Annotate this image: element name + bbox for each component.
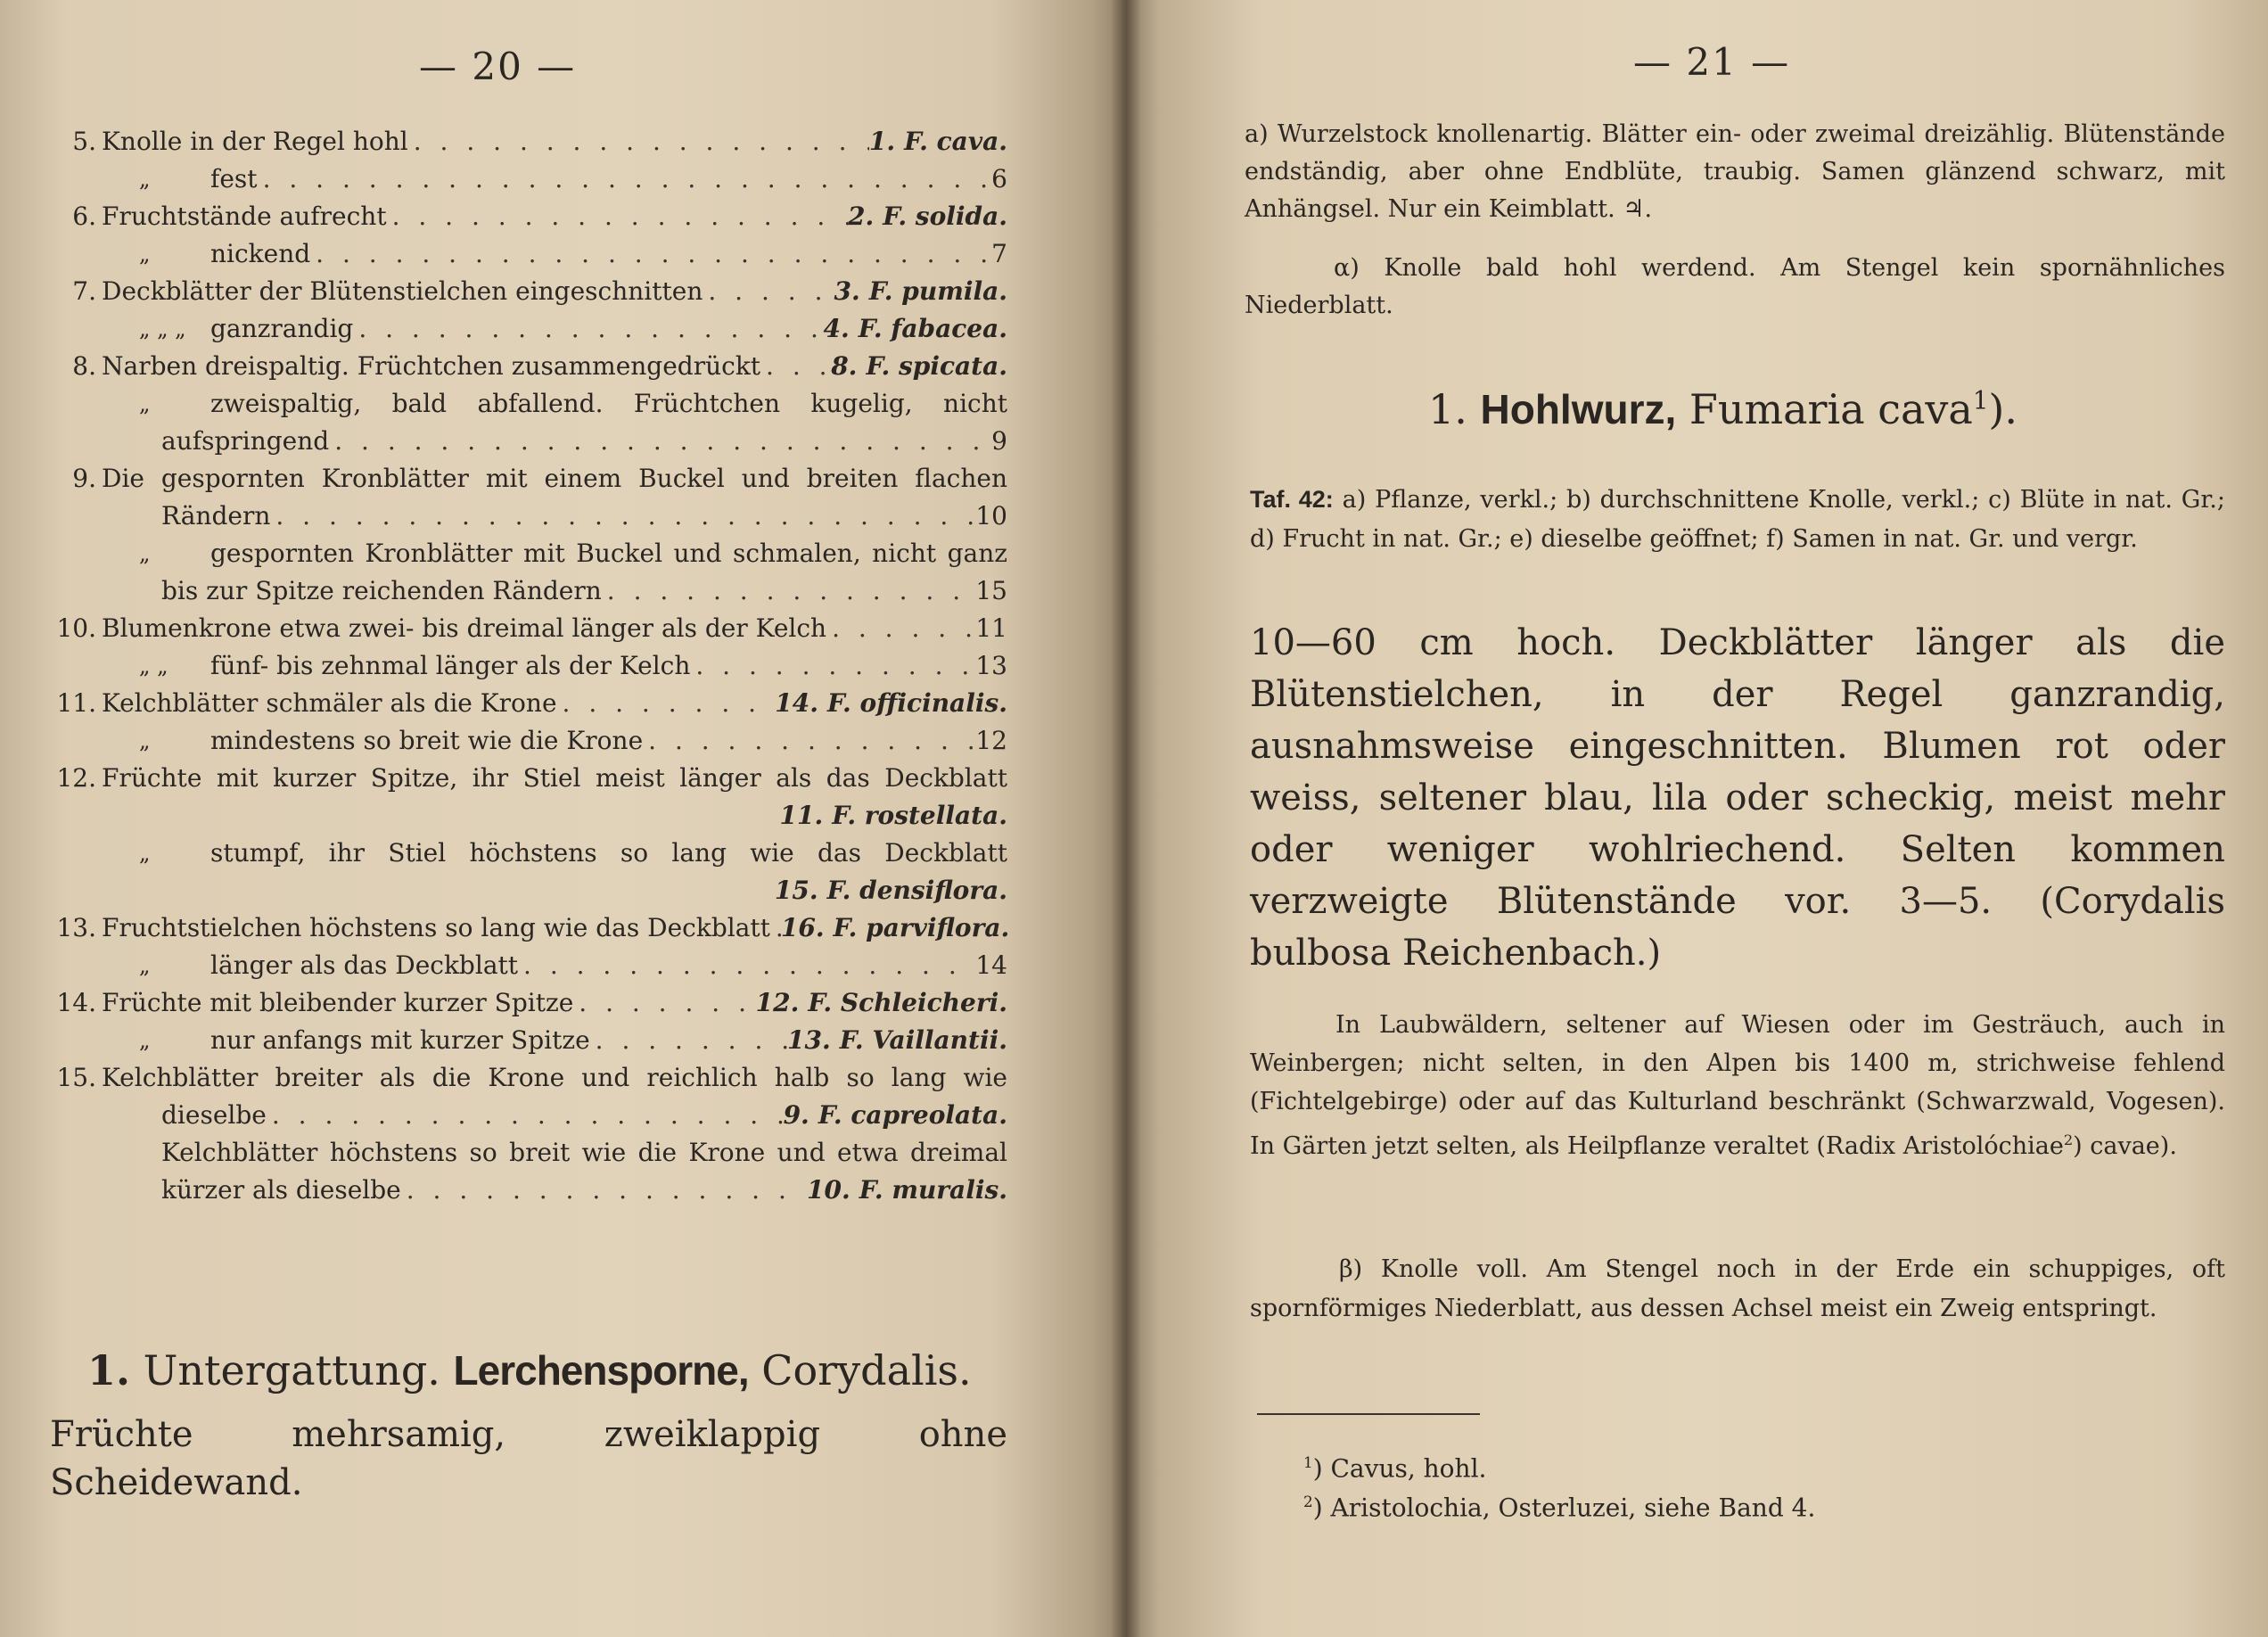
key-text: Narben dreispaltig. Früchtchen zusammengedrückt	[102, 351, 761, 381]
species-title-end: ).	[1988, 385, 2017, 433]
key-line	[139, 647, 1007, 685]
key-number: 8.	[72, 351, 96, 381]
key-line	[102, 123, 1007, 160]
key-text: bis zur Spitze reichenden Rändern	[161, 576, 602, 605]
key-text: Fruchtstielchen höchstens so lang wie das Deckblatt	[102, 913, 770, 942]
key-target-number: 12.	[755, 988, 800, 1017]
beta-text: β) Knolle voll. Am Stengel noch in der Erde ein schuppiges, oft spornförmiges Niederblatt, aus dessen Achsel meist ein Zweig entspringt.	[1250, 1255, 2225, 1322]
key-row	[50, 909, 1010, 947]
footnote-1-text: ) Cavus, hohl.	[1312, 1453, 1487, 1484]
ditto-mark: „	[139, 391, 151, 416]
key-line	[161, 498, 1007, 535]
key-text: fünf- bis zehnmal länger als der Kelch	[210, 651, 691, 680]
key-target: F. pumila.	[868, 276, 1007, 306]
key-target-number: 11.	[779, 801, 824, 830]
key-text: Deckblätter der Blütenstielchen eingeschnitten	[102, 276, 703, 306]
key-target: F. rostellata.	[832, 801, 1007, 830]
alpha-text: α) Knolle bald hohl werdend. Am Stengel kein spornähnliches Niederblatt.	[1245, 254, 2225, 319]
key-row	[50, 160, 1007, 198]
key-target: F. officinalis.	[826, 688, 1007, 718]
key-line	[139, 235, 1007, 273]
right-page	[1125, 0, 2268, 1637]
key-line	[102, 797, 1007, 835]
dot-leader	[387, 198, 848, 235]
key-row	[50, 647, 1007, 685]
key-text: mindestens so breit wie die Krone	[210, 726, 644, 755]
key-row	[50, 123, 1007, 160]
key-line	[139, 160, 1007, 198]
dot-leader	[703, 273, 834, 310]
dot-leader	[602, 572, 976, 610]
key-line	[139, 385, 1007, 423]
key-text: Früchte mit kurzer Spitze, ihr Stiel meist länger als das Deckblatt	[102, 763, 1007, 793]
dot-leader	[690, 647, 975, 685]
plate-label: Taf. 42:	[1250, 486, 1334, 513]
key-row	[50, 610, 1007, 647]
left-page	[0, 0, 1125, 1637]
key-number: 13.	[56, 913, 96, 942]
key-text: ganzrandig	[210, 314, 354, 343]
species-title	[1428, 385, 2017, 433]
group-a-text: a) Wurzelstock knollenartig. Blätter ein- oder zweimal dreizählig. Blütenstände endständig, aber ohne Endblüte, traubig. Samen glänzend schwarz, mit Anhängsel. Nur ein Keimblatt. ♃.	[1245, 120, 2225, 223]
footnote-1-mark: 1	[1303, 1453, 1313, 1471]
key-text: Die gespornten Kronblätter mit einem Buckel und breiten flachen	[102, 464, 1007, 493]
ditto-mark: „	[139, 242, 151, 267]
key-row	[50, 722, 1007, 760]
dot-leader	[267, 1097, 784, 1134]
key-row	[50, 984, 1007, 1022]
key-number: 10.	[56, 613, 96, 643]
key-row	[50, 797, 1007, 835]
key-line	[161, 1172, 1007, 1209]
key-line	[161, 1134, 1007, 1172]
key-line	[139, 722, 1007, 760]
key-line	[102, 1059, 1007, 1097]
key-row	[50, 872, 1007, 909]
dot-leader	[826, 610, 975, 647]
book-gutter	[1111, 0, 1141, 1637]
key-target-number: 3.	[834, 276, 860, 306]
ditto-mark: „	[139, 728, 151, 753]
subgenus-description: Früchte mehrsamig, zweiklappig ohne Scheidewand.	[50, 1414, 1007, 1503]
key-line	[102, 460, 1007, 498]
key-row	[50, 385, 1007, 423]
key-target-number: 10.	[807, 1175, 850, 1205]
dot-leader	[770, 909, 781, 947]
key-target: F. parviflora.	[833, 913, 1010, 942]
key-row	[50, 235, 1007, 273]
footnote-rule	[1257, 1413, 1480, 1415]
key-target: 11	[975, 613, 1007, 643]
key-row	[50, 535, 1007, 572]
key-target-number: 8.	[831, 351, 858, 381]
key-line	[139, 947, 1007, 984]
key-line	[102, 760, 1007, 797]
key-row	[50, 947, 1007, 984]
key-line	[102, 273, 1007, 310]
key-line	[139, 835, 1007, 872]
habitat-part-1: In Laubwäldern, seltener auf Wiesen oder im Gesträuch, auch in Weinbergen; nicht selten, in den Alpen bis 1400 m, strichweise fehlend (Fichtelgebirge) oder auf das Kulturland beschränkt (Schwarzwald, Vogesen). In Gärten jetzt selten, als Heilpflanze veraltet (Radix Aristolóchiae	[1250, 1011, 2225, 1160]
key-line	[102, 909, 1010, 947]
species-number: 1.	[1428, 385, 1467, 433]
key-target-number: 9.	[783, 1100, 809, 1130]
dot-leader	[270, 498, 975, 535]
habitat-text	[1250, 1006, 2225, 1165]
key-text: Rändern	[161, 501, 271, 531]
subgenus-latin: Corydalis.	[761, 1346, 972, 1394]
plate-text: a) Pflanze, verkl.; b) durchschnittene Knolle, verkl.; c) Blüte in nat. Gr.; d) Frucht in nat. Gr.; e) dieselbe geöffnet; f) Samen in nat. Gr. und vergr.	[1250, 486, 2225, 553]
key-line	[139, 310, 1007, 348]
key-text: Kelchblätter höchstens so breit wie die Krone und etwa dreimal	[161, 1138, 1007, 1167]
key-line	[102, 610, 1007, 647]
dot-leader	[643, 722, 975, 760]
footnote-ref-2: 2	[2063, 1131, 2074, 1148]
key-row	[50, 760, 1007, 797]
key-row	[50, 423, 1007, 460]
key-line	[102, 198, 1007, 235]
key-target: 10	[975, 501, 1007, 531]
key-text: länger als das Deckblatt	[210, 950, 519, 980]
identification-key	[50, 123, 1010, 1209]
key-line	[102, 685, 1007, 722]
key-number: 9.	[72, 464, 96, 493]
species-description: 10—60 cm hoch. Deckblätter länger als die Blütenstielchen, in der Regel ganzrandig, ausnahmsweise eingeschnitten. Blumen rot oder weiss, seltener blau, lila oder scheckig, meist mehr oder weniger wohlriechend. Selten kommen verzweigte Blütenstände vor. 3—5. (Corydalis bulbosa Reichenbach.)	[1250, 622, 2225, 974]
key-number: 5.	[72, 127, 96, 156]
key-target: 9	[991, 426, 1007, 456]
key-target: F. spicata.	[866, 351, 1007, 381]
key-target: 15	[975, 576, 1007, 605]
key-row	[50, 1097, 1007, 1134]
footnote-2-text: ) Aristolochia, Osterluzei, siehe Band 4.	[1312, 1493, 1816, 1523]
dot-leader	[408, 123, 869, 160]
species-common-name: Hohlwurz,	[1480, 386, 1677, 432]
key-text: Blumenkrone etwa zwei- bis dreimal länger als der Kelch	[102, 613, 827, 643]
key-number: 6.	[72, 202, 96, 231]
dot-leader	[258, 160, 992, 198]
ditto-mark: „	[139, 841, 151, 866]
dot-leader	[310, 235, 991, 273]
dot-leader	[401, 1172, 807, 1209]
key-target-number: 2.	[848, 202, 875, 231]
key-target: F. cava.	[904, 127, 1007, 156]
dot-leader	[557, 685, 776, 722]
key-target-number: 4.	[823, 314, 850, 343]
key-row	[50, 198, 1007, 235]
key-text: dieselbe	[161, 1100, 267, 1130]
key-row	[50, 310, 1007, 348]
footnote-2	[1303, 1493, 1815, 1522]
key-text: stumpf, ihr Stiel höchstens so lang wie das Deckblatt	[210, 838, 1007, 868]
ditto-mark: „	[139, 953, 151, 978]
key-text: Kelchblätter schmäler als die Krone	[102, 688, 557, 718]
key-target-number: 15.	[774, 876, 818, 905]
page-number-left: — 20 —	[419, 45, 577, 88]
key-text: fest	[210, 164, 258, 193]
key-text: Fruchtstände aufrecht	[102, 202, 387, 231]
dot-leader	[760, 348, 831, 385]
key-target: 14	[975, 950, 1007, 980]
key-target: 7	[991, 239, 1007, 268]
key-row	[50, 685, 1007, 722]
subgenus-label: Untergattung.	[143, 1346, 440, 1394]
page-number-right: — 21 —	[1633, 40, 1791, 84]
key-line	[161, 423, 1007, 460]
key-text: zweispaltig, bald abfallend. Früchtchen kugelig, nicht	[210, 389, 1007, 418]
key-text: gespornten Kronblätter mit Buckel und schmalen, nicht ganz	[210, 539, 1007, 568]
key-line	[139, 535, 1007, 572]
key-row	[50, 1134, 1007, 1172]
key-row	[50, 835, 1007, 872]
key-line	[161, 572, 1007, 610]
key-line	[161, 1097, 1007, 1134]
key-text: nur anfangs mit kurzer Spitze	[210, 1025, 590, 1055]
dot-leader	[590, 1022, 787, 1059]
key-row	[50, 348, 1007, 385]
key-target: F. fabacea.	[858, 314, 1007, 343]
key-target: F. Schleicheri.	[808, 988, 1007, 1017]
ditto-mark: „	[139, 541, 151, 566]
key-line	[102, 984, 1007, 1022]
key-number: 14.	[56, 988, 96, 1017]
key-text: aufspringend	[161, 426, 330, 456]
key-target: F. densiflora.	[826, 876, 1007, 905]
footnote-1	[1303, 1453, 1486, 1483]
key-line	[102, 348, 1007, 385]
key-target-number: 16.	[780, 913, 825, 942]
key-text: nickend	[210, 239, 311, 268]
dot-leader	[353, 310, 823, 348]
key-row	[50, 498, 1007, 535]
species-latin-name: Fumaria cava	[1689, 385, 1973, 433]
key-row	[50, 1022, 1007, 1059]
habitat-part-2: ) cavae).	[2073, 1132, 2177, 1160]
plate-reference	[1250, 480, 2225, 559]
dot-leader	[573, 984, 755, 1022]
key-number: 15.	[56, 1063, 96, 1092]
key-row	[50, 273, 1007, 310]
key-line	[102, 872, 1007, 909]
ditto-mark: „	[139, 1028, 151, 1053]
key-target: F. solida.	[883, 202, 1007, 231]
key-target: F. Vaillantii.	[839, 1025, 1007, 1055]
key-target: F. capreolata.	[818, 1100, 1007, 1130]
footnote-ref-1: 1	[1972, 385, 1989, 415]
key-line	[139, 1022, 1007, 1059]
dot-leader	[329, 423, 991, 460]
key-target-number: 1.	[868, 127, 896, 156]
ditto-mark: „	[139, 167, 151, 192]
key-target: 6	[991, 164, 1007, 193]
key-row	[50, 460, 1007, 498]
subgenus-number: 1.	[87, 1346, 131, 1394]
key-row	[50, 1172, 1007, 1209]
footnote-2-mark: 2	[1303, 1493, 1313, 1510]
key-text: Knolle in der Regel hohl	[102, 127, 408, 156]
key-target: 13	[975, 651, 1007, 680]
ditto-mark: „ „	[139, 654, 168, 679]
key-text: Früchte mit bleibender kurzer Spitze	[102, 988, 574, 1017]
key-number: 12.	[56, 763, 96, 793]
key-row	[50, 572, 1007, 610]
key-text: Kelchblätter breiter als die Krone und reichlich halb so lang wie	[102, 1063, 1007, 1092]
key-target-number: 13.	[787, 1025, 831, 1055]
dot-leader	[518, 947, 975, 984]
key-target: 12	[975, 726, 1007, 755]
key-target: F. muralis.	[859, 1175, 1007, 1205]
key-number: 7.	[72, 276, 96, 306]
key-row	[50, 1059, 1007, 1097]
subgenus-name: Lerchensporne,	[453, 1347, 749, 1394]
ditto-mark: „ „ „	[139, 317, 186, 341]
key-number: 11.	[56, 688, 96, 718]
subgenus-heading	[87, 1346, 972, 1394]
key-target-number: 14.	[775, 688, 818, 718]
key-text: kürzer als dieselbe	[161, 1175, 401, 1205]
